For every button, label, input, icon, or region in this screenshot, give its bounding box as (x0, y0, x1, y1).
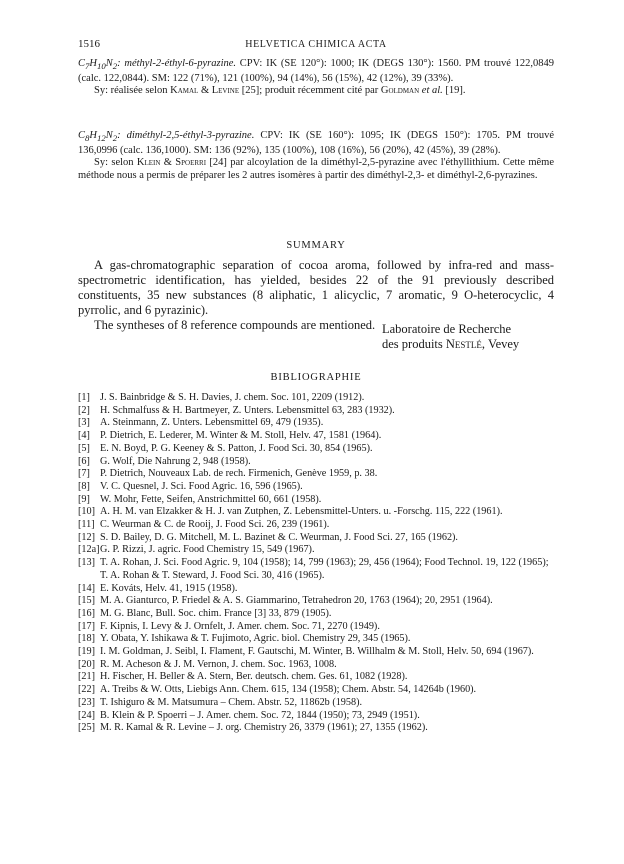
reference-item (78, 557, 554, 582)
reference-item (78, 710, 554, 723)
reference-text: H. Schmalfuss & H. Bartmeyer, Z. Unters. Lebensmittel 63, 283 (1932). (100, 404, 395, 416)
reference-item (78, 430, 554, 443)
reference-number: [19] (78, 646, 95, 658)
affiliation-line-1: Laboratoire de Recherche (382, 322, 512, 336)
reference-item (78, 417, 554, 430)
reference-text: E. Kováts, Helv. 41, 1915 (1958). (100, 582, 238, 594)
reference-number: [10] (78, 506, 95, 518)
reference-text: M. A. Gianturco, P. Friedel & A. S. Giammarino, Tetrahedron 20, 1763 (1964); 20, 2951 (1964). (100, 595, 493, 607)
reference-text: I. M. Goldman, J. Seibl, I. Flament, F. Gautschi, M. Winter, B. Willhalm & M. Stoll, Helv. 50, 694 (1967). (100, 646, 534, 658)
reference-text: C. Weurman & C. de Rooij, J. Food Sci. 26, 239 (1961). (100, 519, 330, 531)
reference-item (78, 519, 554, 532)
reference-item (78, 443, 554, 456)
reference-text: A. Steinmann, Z. Unters. Lebensmittel 69, 479 (1935). (100, 417, 324, 429)
reference-text: P. Dietrich, Nouveaux Lab. de rech. Firmenich, Genève 1959, p. 38. (100, 468, 378, 480)
reference-text: W. Mohr, Fette, Seifen, Anstrichmittel 60, 661 (1958). (100, 493, 322, 505)
reference-number: [20] (78, 658, 95, 670)
summary-paragraph: A gas-chromatographic separation of cocoa aroma, followed by infra-red and mass-spectrometric identification, has yielded, besides 22 of the 91 previously described constituents, 35 new substances (8 aliphatic, 1 alicyclic, 7 aromatic, 9 O-heterocyclic, 4 pyrrolic, and 6 pyrazinic). (78, 258, 554, 317)
reference-item (78, 659, 554, 672)
reference-text: M. G. Blanc, Bull. Soc. chim. France [3] 33, 879 (1905). (100, 607, 332, 619)
reference-text: T. Ishiguro & M. Matsumura – Chem. Abstr. 52, 11862b (1958). (100, 696, 363, 708)
reference-number: [17] (78, 620, 95, 632)
compound-1-name: : méthyl-2-éthyl-6-pyrazine. (117, 58, 237, 69)
reference-text: V. C. Quesnel, J. Sci. Food Agric. 16, 596 (1965). (100, 480, 303, 492)
reference-number: [4] (78, 430, 90, 442)
reference-item (78, 583, 554, 596)
reference-text: J. S. Bainbridge & S. H. Davies, J. chem. Soc. 101, 2209 (1912). (100, 392, 365, 403)
reference-item (78, 684, 554, 697)
reference-number: [14] (78, 582, 95, 594)
running-header (78, 38, 554, 52)
compound-2-name: : diméthyl-2,5-éthyl-3-pyrazine. (117, 130, 255, 141)
page-number: 1516 (78, 38, 100, 50)
reference-text: S. D. Bailey, D. G. Mitchell, M. L. Bazinet & C. Weurman, J. Food Sci. 27, 165 (1962). (100, 531, 458, 543)
affiliation (382, 322, 582, 352)
reference-text: P. Dietrich, E. Lederer, M. Winter & M. Stoll, Helv. 47, 1581 (1964). (100, 430, 382, 442)
reference-text: A. H. M. van Elzakker & H. J. van Zutphen, Z. Lebensmittel-Unters. u. -Forschg. 115, 222 (1961). (100, 506, 503, 518)
reference-number: [16] (78, 607, 95, 619)
reference-text: E. N. Boyd, P. G. Keeney & S. Patton, J. Food Sci. 30, 854 (1965). (100, 442, 373, 454)
compound-2-synthesis: Sy: selon Klein & Spoerri [24] par alcoylation de la diméthyl-2,5-pyrazine avec l'éthyllithium. Cette même méthode nous a permis de préparer les 2 autres isomères à partir des diméthyl-2,3- et diméthyl-2,6-pyrazines. (78, 157, 554, 181)
journal-title: HELVETICA CHIMICA ACTA (245, 39, 387, 50)
reference-text: A. Treibs & W. Otts, Liebigs Ann. Chem. 615, 134 (1958); Chem. Abstr. 54, 14264b (1960). (100, 684, 477, 696)
reference-number: [23] (78, 696, 95, 708)
reference-number: [25] (78, 722, 95, 734)
summary-heading: SUMMARY (286, 240, 346, 251)
compound-entry-2 (78, 130, 554, 182)
reference-text: B. Klein & P. Spoerri – J. Amer. chem. Soc. 72, 1844 (1950); 73, 2949 (1951). (100, 709, 420, 721)
reference-text: G. Wolf, Die Nahrung 2, 948 (1958). (100, 455, 251, 467)
reference-text: T. A. Rohan, J. Sci. Food Agric. 9, 104 (1958); 14, 799 (1963); 29, 456 (1964); Food Technol. 19, 122 (1965); T. A. Rohan & T. Steward, J. Food Sci. 30, 416 (1965). (100, 557, 549, 581)
reference-item (78, 646, 554, 659)
reference-text: M. R. Kamal & R. Levine – J. org. Chemistry 26, 3379 (1961); 27, 1355 (1962). (100, 722, 428, 734)
reference-item (78, 506, 554, 519)
reference-number: [18] (78, 633, 95, 645)
reference-number: [12] (78, 531, 95, 543)
reference-number: [22] (78, 684, 95, 696)
reference-item (78, 608, 554, 621)
reference-text: H. Fischer, H. Beller & A. Stern, Ber. deutsch. chem. Ges. 61, 1082 (1928). (100, 671, 408, 683)
reference-item (78, 544, 554, 557)
reference-number: [11] (78, 519, 95, 531)
reference-item (78, 532, 554, 545)
compound-1-data: $C_7H_{10}N_2$: méthyl-2-éthyl-6-pyrazine. CPV: IK (SE 120°): 1000; IK (DEGS 130°): 1560. PM trouvé 122,0849 (calc. 122,0844). SM: 122 (71%), 121 (100%), 94 (14%), 56 (15%), 42 (12%), 39 (33%). (78, 58, 554, 84)
reference-item (78, 621, 554, 634)
reference-number: [1] (78, 392, 90, 403)
reference-item (78, 468, 554, 481)
reference-text: R. M. Acheson & J. M. Vernon, J. chem. Soc. 1963, 1008. (100, 658, 337, 670)
reference-item (78, 456, 554, 469)
reference-number: [21] (78, 671, 95, 683)
reference-number: [7] (78, 468, 90, 480)
reference-number: [13] (78, 557, 95, 569)
reference-number: [3] (78, 417, 90, 429)
reference-item (78, 697, 554, 710)
compound-entry-1 (78, 58, 554, 98)
reference-list (78, 392, 554, 735)
affiliation-line-2: des produits Nestlé, Vevey (382, 337, 520, 351)
reference-text: Y. Obata, Y. Ishikawa & T. Fujimoto, Agric. biol. Chemistry 29, 345 (1965). (100, 633, 411, 645)
bibliography-heading: BIBLIOGRAPHIE (270, 372, 362, 383)
reference-item (78, 481, 554, 494)
summary-syntheses: The syntheses of 8 reference compounds are mentioned. (94, 318, 376, 332)
compound-1-synthesis: Sy: réalisée selon Kamal & Levine [25]; produit récemment cité par Goldman et al. [19]. (94, 85, 466, 97)
reference-item (78, 722, 554, 735)
reference-number: [6] (78, 455, 90, 467)
reference-item (78, 595, 554, 608)
reference-text: G. P. Rizzi, J. agric. Food Chemistry 15, 549 (1967). (100, 544, 315, 556)
reference-item (78, 392, 554, 405)
reference-number: [2] (78, 404, 90, 416)
reference-text: F. Kipnis, I. Levy & J. Ornfelt, J. Amer. chem. Soc. 71, 2270 (1949). (100, 620, 380, 632)
reference-item (78, 494, 554, 507)
reference-number: [9] (78, 493, 90, 505)
reference-item (78, 405, 554, 418)
reference-number: [5] (78, 442, 90, 454)
reference-item (78, 671, 554, 684)
reference-number: [12a] (78, 544, 100, 556)
compound-2-data: $C_8H_{12}N_2$: diméthyl-2,5-éthyl-3-pyrazine. CPV: IK (SE 160°): 1095; IK (DEGS 150°): 1705. PM trouvé 136,0996 (calc. 136,1000). SM: 136 (92%), 135 (100%), 108 (16%), 56 (20%), 42 (45%), 39 (28%). (78, 130, 554, 156)
reference-number: [15] (78, 595, 95, 607)
reference-number: [24] (78, 709, 95, 721)
reference-item (78, 633, 554, 646)
reference-number: [8] (78, 480, 90, 492)
